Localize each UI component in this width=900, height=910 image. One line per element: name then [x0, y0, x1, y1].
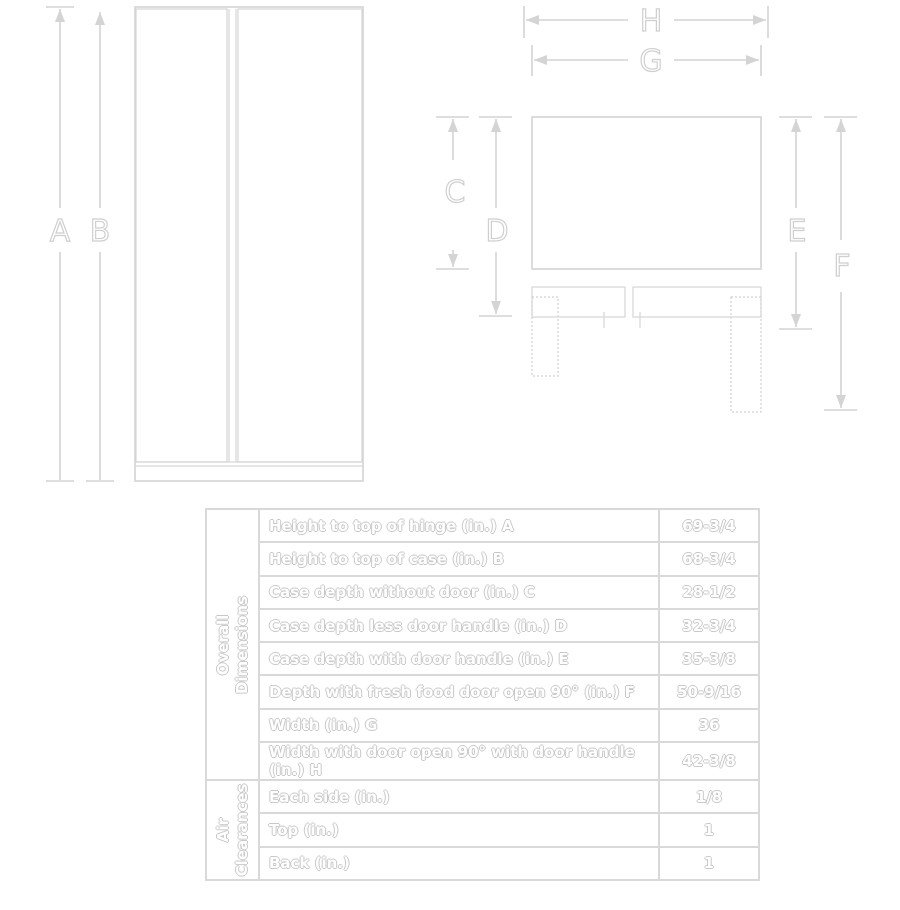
- row-value: 35-3/8: [659, 642, 759, 675]
- dimension-letter-g: G: [639, 44, 663, 79]
- dimension-e: [779, 117, 812, 329]
- table-row: [206, 709, 759, 742]
- fresh-food-door-open-outline: [731, 297, 761, 412]
- group-title: Air Clearances: [213, 783, 251, 877]
- row-value: 50-9/16: [659, 675, 759, 708]
- dimension-letter-f: F: [833, 249, 851, 284]
- table-row: [206, 609, 759, 642]
- row-value: 42-3/8: [659, 742, 759, 780]
- dimension-f: [824, 117, 857, 410]
- front-view: [135, 7, 363, 481]
- row-value: 32-3/4: [659, 609, 759, 642]
- group-title: Overall Dimensions: [213, 595, 251, 694]
- dimension-letter-a: A: [49, 214, 71, 249]
- row-value: 69-3/4: [659, 509, 759, 542]
- row-value: 28-1/2: [659, 576, 759, 609]
- group-header-cell: [206, 509, 259, 780]
- dimension-letter-b: B: [89, 214, 111, 249]
- fresh-food-door-top: [633, 287, 761, 317]
- dimension-a: [46, 7, 74, 481]
- dimension-h: [524, 4, 768, 39]
- fresh-food-door: [238, 9, 362, 462]
- table-row: [206, 542, 759, 575]
- row-value: 1: [659, 847, 759, 880]
- row-label: Case depth less door handle (in.) D: [259, 609, 659, 642]
- row-label: Each side (in.): [259, 780, 659, 813]
- freezer-door-top: [532, 287, 625, 317]
- freezer-door-open-outline: [532, 297, 558, 376]
- row-value: 36: [659, 709, 759, 742]
- row-label: Back (in.): [259, 847, 659, 880]
- table-row: [206, 847, 759, 880]
- dimension-letter-e: E: [787, 214, 807, 249]
- dimension-g: [532, 44, 761, 79]
- row-label: Case depth without door (in.) C: [259, 576, 659, 609]
- dimension-letter-d: D: [485, 214, 509, 249]
- dimension-d: [479, 117, 512, 316]
- row-label: Depth with fresh food door open 90° (in.) F: [259, 675, 659, 708]
- dimension-letter-c: C: [444, 175, 466, 210]
- row-value: 68-3/4: [659, 542, 759, 575]
- row-label: Height to top of case (in.) B: [259, 542, 659, 575]
- table-row: [206, 642, 759, 675]
- table-row: [206, 813, 759, 846]
- group-header-cell: [206, 780, 259, 880]
- top-view: [532, 117, 761, 412]
- row-value: 1/8: [659, 780, 759, 813]
- row-label: Height to top of hinge (in.) A: [259, 509, 659, 542]
- row-value: 1: [659, 813, 759, 846]
- table-row: [206, 675, 759, 708]
- dimensions-table: [205, 508, 760, 881]
- table-row: [206, 509, 759, 542]
- row-label: Width with door open 90° with door handle (in.) H: [259, 742, 659, 780]
- dimension-b: [86, 12, 114, 481]
- row-label: Width (in.) G: [259, 709, 659, 742]
- dimension-letter-h: H: [639, 4, 663, 39]
- freezer-door: [136, 9, 227, 462]
- row-label: Top (in.): [259, 813, 659, 846]
- table-row: [206, 742, 759, 780]
- dimension-c: [436, 117, 469, 269]
- table-row: [206, 576, 759, 609]
- row-label: Case depth with door handle (in.) E: [259, 642, 659, 675]
- table-row: [206, 780, 759, 813]
